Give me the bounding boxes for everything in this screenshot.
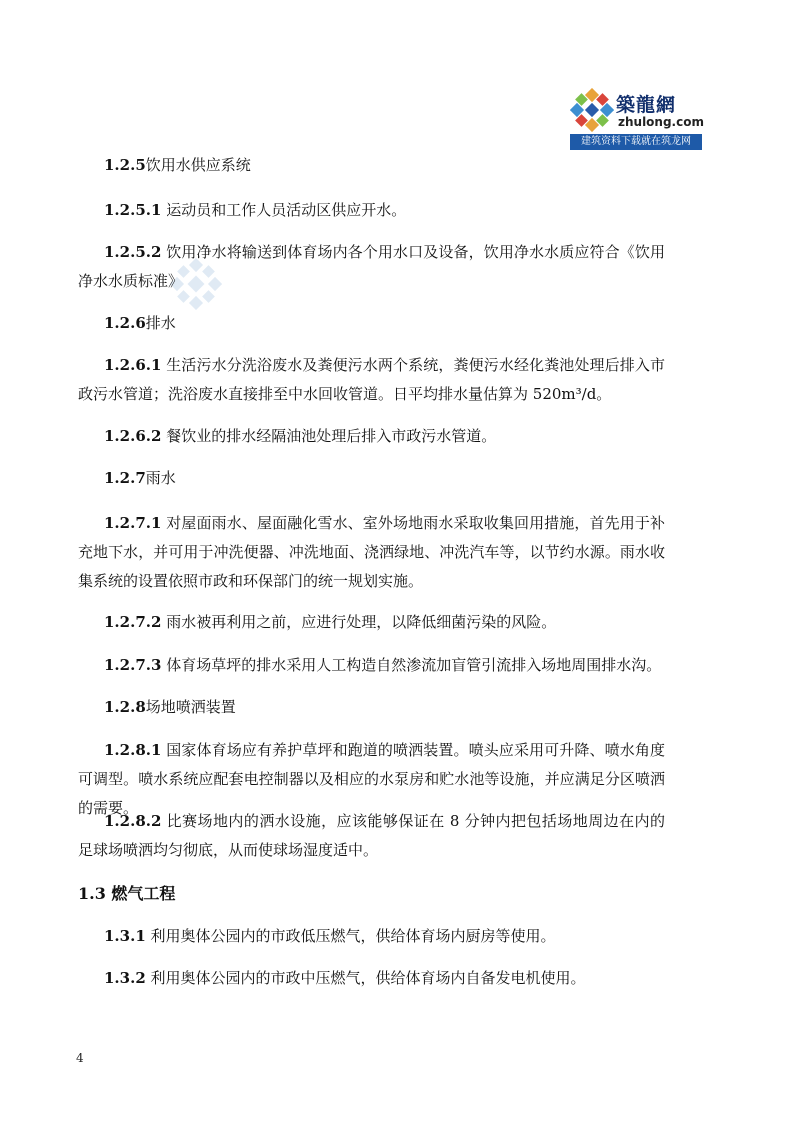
paragraph-1-2-5-1: 1.2.5.1 运动员和工作人员活动区供应开水。 xyxy=(104,201,407,219)
paragraph-1-2-6-2: 1.2.6.2 餐饮业的排水经隔油池处理后排入市政污水管道。 xyxy=(104,427,497,445)
heading-1-2-8: 1.2.8场地喷洒装置 xyxy=(104,698,236,716)
paragraph-1-2-7-1: 1.2.7.1 对屋面雨水、屋面融化雪水、室外场地雨水采取收集回用措施，首先用于补充地下水，并可用于冲洗便器、冲洗地面、浇洒绿地、冲洗汽车等，以节约水源。雨水收集系统的设置依照市政和环保部门的统一规划实施。 xyxy=(78,514,665,590)
zhulong-logo xyxy=(570,86,702,150)
logo-domain: zhulong.com xyxy=(618,115,704,129)
logo-chinese-name: 築龍網 xyxy=(616,94,677,116)
paragraph-1-2-6-1: 1.2.6.1 生活污水分洗浴废水及粪便污水两个系统，粪便污水经化粪池处理后排入市政污水管道；洗浴废水直接排至中水回收管道。日平均排水量估算为 520m³/d。 xyxy=(78,356,665,403)
snowflake-logo-icon xyxy=(570,88,614,132)
heading-1-2-5: 1.2.5饮用水供应系统 xyxy=(104,156,251,174)
paragraph-1-3-2: 1.3.2 利用奥体公园内的市政中压燃气，供给体育场内自备发电机使用。 xyxy=(104,969,586,987)
paragraph-1-3-1: 1.3.1 利用奥体公园内的市政低压燃气，供给体育场内厨房等使用。 xyxy=(104,927,556,945)
paragraph-1-2-8-2: 1.2.8.2 比赛场地内的洒水设施，应该能够保证在 8 分钟内把包括场地周边在内的足球场喷洒均匀彻底，从而使球场湿度适中。 xyxy=(78,812,665,859)
heading-1-2-6: 1.2.6排水 xyxy=(104,314,176,332)
logo-tagline: 建筑资料下载就在筑龙网 xyxy=(570,134,702,150)
paragraph-1-2-5-2: 1.2.5.2 饮用净水将输送到体育场内各个用水口及设备，饮用净水水质应符合《饮用净水水质标准》 xyxy=(78,243,665,290)
paragraph-1-2-8-1: 1.2.8.1 国家体育场应有养护草坪和跑道的喷洒装置。喷头应采用可升降、喷水角度可调型。喷水系统应配套电控制器以及相应的水泵房和贮水池等设施，并应满足分区喷洒的需要。 xyxy=(78,741,665,817)
page-number: 4 xyxy=(76,1051,84,1065)
heading-1-3: 1.3 燃气工程 xyxy=(78,884,176,903)
heading-1-2-7: 1.2.7雨水 xyxy=(104,469,176,487)
paragraph-1-2-7-3: 1.2.7.3 体育场草坪的排水采用人工构造自然渗流加盲管引流排入场地周围排水沟。 xyxy=(104,656,662,674)
paragraph-1-2-7-2: 1.2.7.2 雨水被再利用之前，应进行处理，以降低细菌污染的风险。 xyxy=(104,613,557,631)
